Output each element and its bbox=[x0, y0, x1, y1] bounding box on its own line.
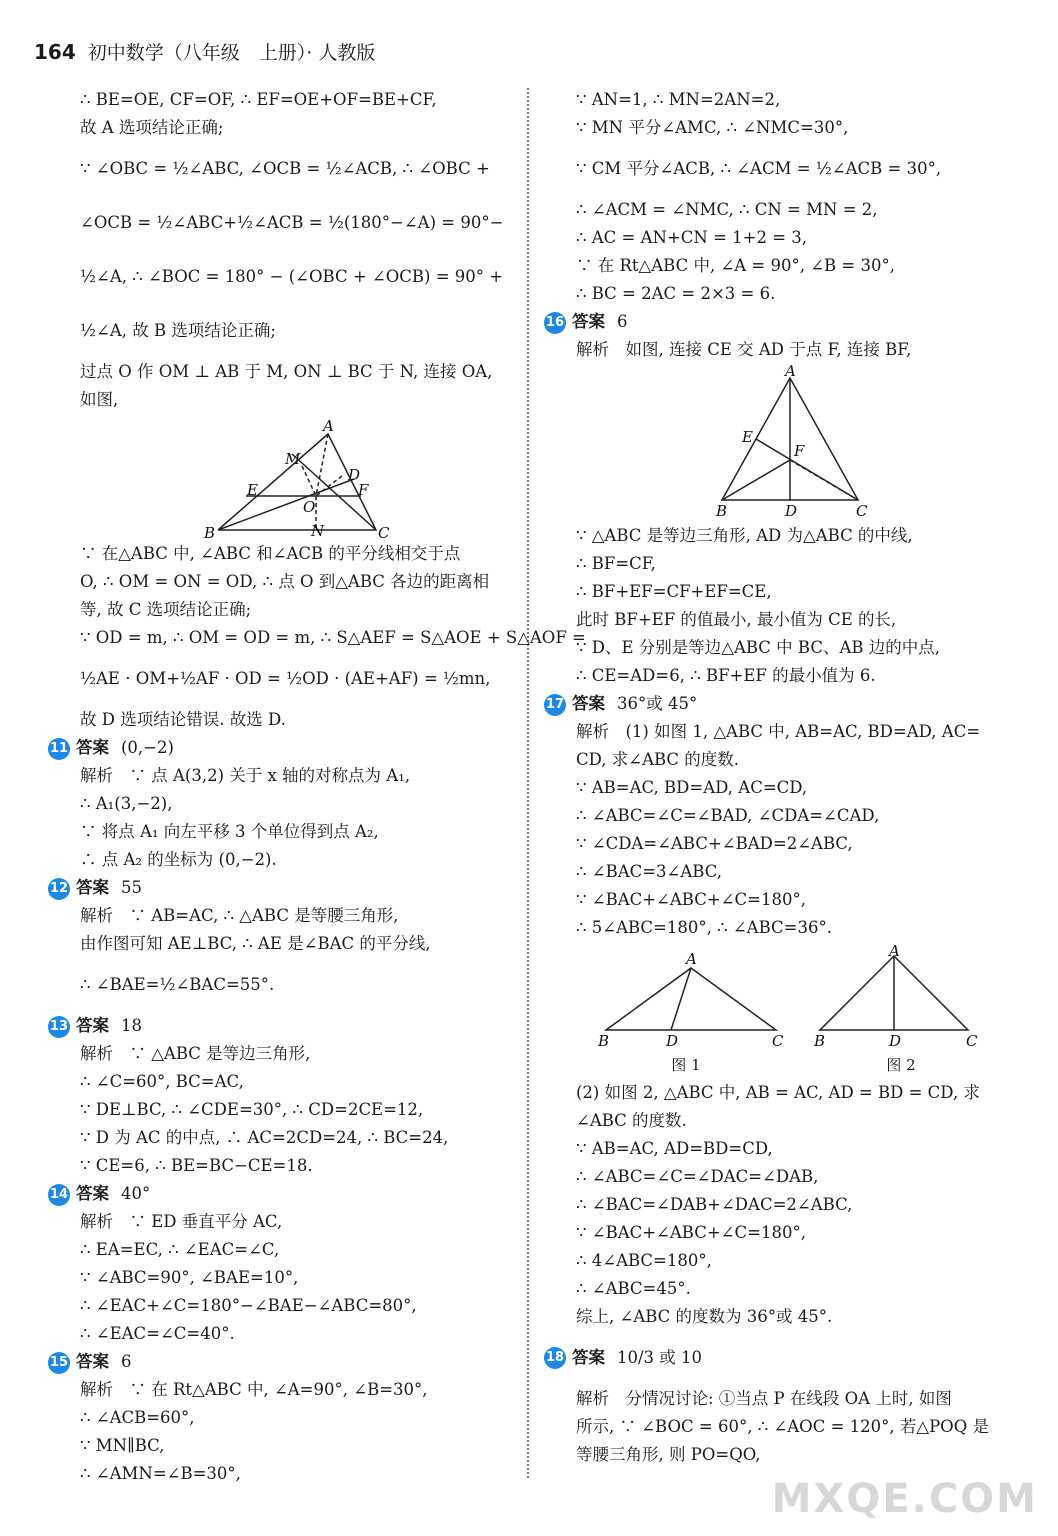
text-line: 解析 (1) 如图 1, △ABC 中, AB=AC, BD=AD, AC= bbox=[576, 722, 981, 741]
text-line: ∵ ∠CDA=∠ABC+∠BAD=2∠ABC, bbox=[576, 834, 853, 853]
label-d: D bbox=[348, 466, 361, 484]
right-column bbox=[545, 86, 1016, 1469]
text-line: 解析 ∵ ED 垂直平分 AC, bbox=[80, 1212, 283, 1231]
label-a: A bbox=[323, 417, 334, 435]
label-a: A bbox=[889, 942, 900, 960]
answer-label: 答案 bbox=[572, 1348, 605, 1367]
label-f: F bbox=[794, 442, 805, 460]
answer-value: (0,−2) bbox=[121, 738, 174, 757]
text-line: ∴ ∠ABC=45°. bbox=[576, 1279, 691, 1298]
text-line: ∵ ∠ABC=90°, ∠BAE=10°, bbox=[80, 1268, 299, 1287]
question-15-header bbox=[48, 1348, 512, 1376]
text-line: ∵ D 为 AC 的中点, ∴ AC=2CD=24, ∴ BC=24, bbox=[80, 1128, 449, 1147]
text-line: 过点 O 作 OM ⊥ AB 于 M, ON ⊥ BC 于 N, 连接 OA, bbox=[80, 362, 493, 381]
question-number-badge: 14 bbox=[48, 1184, 70, 1206]
text-line: 解析 分情况讨论: ①当点 P 在线段 OA 上时, 如图 bbox=[576, 1389, 952, 1408]
text-line: ∵ D、E 分别是等边△ABC 中 BC、AB 边的中点, bbox=[576, 638, 940, 657]
label-d: D bbox=[666, 1032, 679, 1050]
label-a: A bbox=[686, 950, 697, 968]
text-line: ∴ 5∠ABC=180°, ∴ ∠ABC=36°. bbox=[576, 918, 832, 937]
question-13-header bbox=[48, 1012, 512, 1040]
text-line: 解析 ∵ 点 A(3,2) 关于 x 轴的对称点为 A₁, bbox=[80, 766, 411, 785]
answer-label: 答案 bbox=[572, 312, 605, 331]
answer-value: 36°或 45° bbox=[617, 694, 698, 713]
text-line: ∵ DE⊥BC, ∴ ∠CDE=30°, ∴ CD=2CE=12, bbox=[80, 1100, 424, 1119]
label-e: E bbox=[247, 481, 258, 499]
label-c: C bbox=[378, 524, 390, 542]
text-line: ∴ ∠BAC=3∠ABC, bbox=[576, 862, 723, 881]
figures-row bbox=[586, 942, 1016, 1079]
text-line: ∵ 将点 A₁ 向左平移 3 个单位得到点 A₂, bbox=[80, 822, 379, 841]
text-line: ∵ MN 平分∠AMC, ∴ ∠NMC=30°, bbox=[576, 118, 849, 137]
label-f: F bbox=[358, 481, 369, 499]
text-line: ∴ ∠C=60°, BC=AC, bbox=[80, 1072, 244, 1091]
figure-1-caption: 图 1 bbox=[671, 1056, 701, 1074]
question-14-header bbox=[48, 1180, 512, 1208]
answer-value: 18 bbox=[121, 1016, 142, 1035]
text-line: CD, 求∠ABC 的度数. bbox=[576, 750, 740, 769]
column-divider bbox=[527, 88, 529, 1478]
text-line: ∴ ∠BAC=∠DAB+∠DAC=2∠ABC, bbox=[576, 1195, 853, 1214]
answer-value: 6 bbox=[121, 1352, 132, 1371]
text-line: 此时 BF+EF 的值最小, 最小值为 CE 的长, bbox=[576, 610, 897, 629]
text-line: ½AE · OM+½AF · OD = ½OD · (AE+AF) = ½mn, bbox=[80, 669, 491, 688]
label-a: A bbox=[785, 362, 796, 380]
text-line: ∠OCB = ½∠ABC+½∠ACB = ½(180°−∠A) = 90°− bbox=[80, 213, 504, 232]
question-number-badge: 12 bbox=[48, 878, 70, 900]
question-12-header bbox=[48, 874, 512, 902]
text-line: ∵ ∠BAC+∠ABC+∠C=180°, bbox=[576, 890, 806, 909]
answer-label: 答案 bbox=[76, 878, 109, 897]
figure-1 bbox=[586, 948, 786, 1079]
text-line: ∴ 点 A₂ 的坐标为 (0,−2). bbox=[80, 850, 277, 869]
answer-value: 40° bbox=[121, 1184, 151, 1203]
text-line: ∵ ∠BAC+∠ABC+∠C=180°, bbox=[576, 1223, 806, 1242]
page-header bbox=[34, 38, 375, 65]
question-number-badge: 13 bbox=[48, 1016, 70, 1038]
question-17-header bbox=[544, 690, 1016, 718]
question-number-badge: 16 bbox=[544, 312, 566, 334]
book-title: 初中数学（八年级 上册）· 人教版 bbox=[87, 42, 376, 64]
text-line: 解析 ∵ 在 Rt△ABC 中, ∠A=90°, ∠B=30°, bbox=[80, 1380, 428, 1399]
text-line: 所示, ∵ ∠BOC = 60°, ∴ ∠AOC = 120°, 若△POQ 是 bbox=[576, 1417, 989, 1436]
answer-label: 答案 bbox=[76, 1016, 109, 1035]
answer-value: 10/3 或 10 bbox=[617, 1348, 703, 1367]
text-line: ∴ CE=AD=6, ∴ BF+EF 的最小值为 6. bbox=[576, 666, 876, 685]
figure-2 bbox=[814, 942, 986, 1079]
text-line: ∴ ∠EAC+∠C=180°−∠BAE−∠ABC=80°, bbox=[80, 1296, 417, 1315]
text-line: ∴ BF+EF=CF+EF=CE, bbox=[576, 582, 772, 601]
text-line: ∴ ∠ACB=60°, bbox=[80, 1408, 195, 1427]
text-line: ∵ CE=6, ∴ BE=BC−CE=18. bbox=[80, 1156, 313, 1175]
text-line: ∴ ∠ABC=∠C=∠BAD, ∠CDA=∠CAD, bbox=[576, 806, 880, 825]
text-line: ∴ AC = AN+CN = 1+2 = 3, bbox=[576, 228, 808, 247]
equilateral-triangle-figure bbox=[576, 362, 1016, 520]
label-c: C bbox=[856, 502, 868, 520]
text-line: 故 D 选项结论错误. 故选 D. bbox=[80, 710, 286, 729]
question-18-header bbox=[544, 1331, 1016, 1385]
text-line: 由作图可知 AE⊥BC, ∴ AE 是∠BAC 的平分线, bbox=[80, 934, 431, 953]
text-line: ½∠A, ∴ ∠BOC = 180° − (∠OBC + ∠OCB) = 90° + bbox=[80, 267, 504, 286]
text-line: ∴ ∠ABC=∠C=∠DAC=∠DAB, bbox=[576, 1167, 819, 1186]
question-11-header bbox=[48, 734, 512, 762]
question-16-header bbox=[544, 308, 1016, 336]
text-line: ∵ AB=AC, BD=AD, AC=CD, bbox=[576, 778, 808, 797]
text-line: 解析 如图, 连接 CE 交 AD 于点 F, 连接 BF, bbox=[576, 340, 912, 359]
question-number-badge: 17 bbox=[544, 694, 566, 716]
answer-value: 55 bbox=[121, 878, 142, 897]
text-line: ∴ ∠BAE=½∠BAC=55°. bbox=[80, 975, 275, 994]
text-line: ∵ MN∥BC, bbox=[80, 1436, 165, 1455]
text-line: ∴ BF=CF, bbox=[576, 554, 656, 573]
text-line: ∵ ∠OBC = ½∠ABC, ∠OCB = ½∠ACB, ∴ ∠OBC + bbox=[80, 159, 490, 178]
text-line: 解析 ∵ AB=AC, ∴ △ABC 是等腰三角形, bbox=[80, 906, 399, 925]
text-line: ∴ BC = 2AC = 2×3 = 6. bbox=[576, 284, 776, 303]
question-number-badge: 11 bbox=[48, 738, 70, 760]
text-line: ∴ A₁(3,−2), bbox=[80, 794, 173, 813]
figure-2-triangle bbox=[814, 942, 986, 1050]
text-line: ∵ AB=AC, AD=BD=CD, bbox=[576, 1139, 773, 1158]
label-b: B bbox=[598, 1032, 610, 1050]
text-line: ∴ ∠EAC=∠C=40°. bbox=[80, 1324, 235, 1343]
text-line: 等, 故 C 选项结论正确; bbox=[80, 600, 252, 619]
text-line: O, ∴ OM = ON = OD, ∴ 点 O 到△ABC 各边的距离相 bbox=[80, 572, 490, 591]
label-m: M bbox=[285, 450, 301, 468]
label-o: O bbox=[303, 498, 316, 516]
figure-1-triangle bbox=[586, 948, 786, 1048]
question-number-badge: 18 bbox=[544, 1347, 566, 1369]
label-c: C bbox=[966, 1032, 978, 1050]
label-e: E bbox=[742, 428, 753, 446]
answer-label: 答案 bbox=[76, 1352, 109, 1371]
text-line: ∵ CM 平分∠ACB, ∴ ∠ACM = ½∠ACB = 30°, bbox=[576, 159, 942, 178]
text-line: ∴ BE=OE, CF=OF, ∴ EF=OE+OF=BE+CF, bbox=[80, 90, 437, 109]
text-line: ∴ ∠AMN=∠B=30°, bbox=[80, 1464, 241, 1483]
label-b: B bbox=[814, 1032, 826, 1050]
text-line: 解析 ∵ △ABC 是等边三角形, bbox=[80, 1044, 311, 1063]
label-c: C bbox=[772, 1032, 784, 1050]
label-n: N bbox=[311, 522, 325, 540]
text-line: ∵ △ABC 是等边三角形, AD 为△ABC 的中线, bbox=[576, 526, 913, 545]
answer-label: 答案 bbox=[76, 1184, 109, 1203]
text-line: ∠ABC 的度数. bbox=[576, 1111, 687, 1130]
text-line: 如图, bbox=[80, 390, 119, 409]
text-line: ∵ AN=1, ∴ MN=2AN=2, bbox=[576, 90, 781, 109]
text-line: ∴ ∠ACM = ∠NMC, ∴ CN = MN = 2, bbox=[576, 200, 878, 219]
text-line: (2) 如图 2, △ABC 中, AB = AC, AD = BD = CD, 求 bbox=[576, 1083, 980, 1102]
label-d: D bbox=[889, 1032, 902, 1050]
text-line: ½∠A, 故 B 选项结论正确; bbox=[80, 321, 276, 340]
text-line: ∵ 在△ABC 中, ∠ABC 和∠ACB 的平分线相交于点 bbox=[80, 544, 461, 563]
label-b: B bbox=[204, 524, 216, 542]
answer-label: 答案 bbox=[76, 738, 109, 757]
watermark-logo: MXQE.COM bbox=[771, 1476, 1038, 1522]
question-number-badge: 15 bbox=[48, 1352, 70, 1374]
text-line: ∴ 4∠ABC=180°, bbox=[576, 1251, 712, 1270]
text-line: 综上, ∠ABC 的度数为 36°或 45°. bbox=[576, 1307, 833, 1326]
text-line: 等腰三角形, 则 PO=QO, bbox=[576, 1445, 761, 1464]
page-number: 164 bbox=[34, 40, 76, 64]
figure-2-caption: 图 2 bbox=[886, 1056, 916, 1074]
text-line: ∴ EA=EC, ∴ ∠EAC=∠C, bbox=[80, 1240, 280, 1259]
label-b: B bbox=[716, 502, 728, 520]
text-line: ∵ OD = m, ∴ OM = OD = m, ∴ S△AEF = S△AOE + S△AOF = bbox=[80, 628, 586, 647]
label-d: D bbox=[785, 502, 798, 520]
text-line: 故 A 选项结论正确; bbox=[80, 118, 224, 137]
text-line: ∵ 在 Rt△ABC 中, ∠A = 90°, ∠B = 30°, bbox=[576, 256, 895, 275]
triangle-figure-omn bbox=[80, 417, 512, 542]
answer-label: 答案 bbox=[572, 694, 605, 713]
answer-value: 6 bbox=[617, 312, 628, 331]
